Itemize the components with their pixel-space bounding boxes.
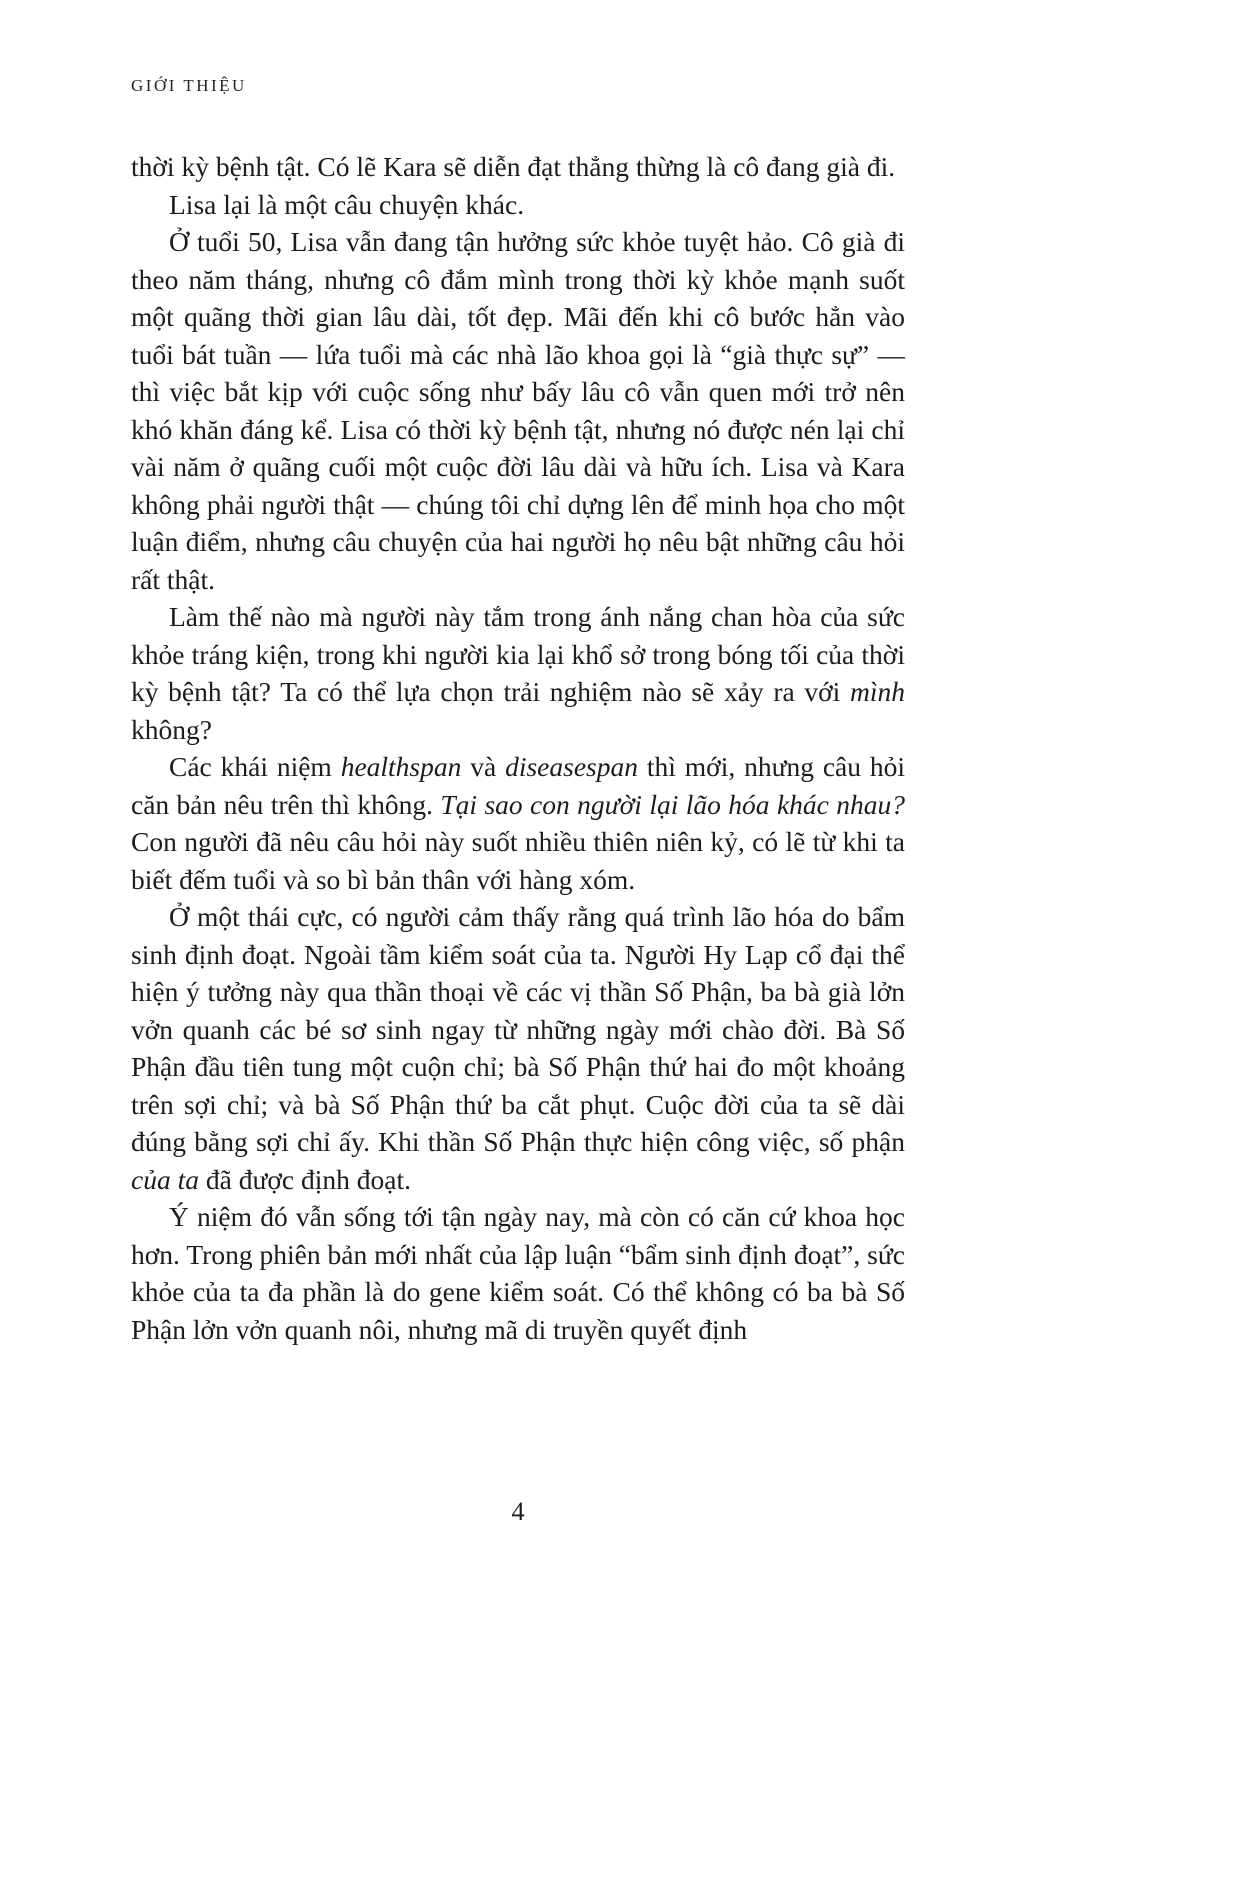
italic-run: diseasespan — [505, 751, 638, 782]
text-run: Lisa lại là một câu chuyện khác. — [169, 188, 525, 220]
italic-run: của ta — [131, 1163, 199, 1195]
paragraph — [131, 1198, 905, 1348]
text-run: Ở một thái cực, có người cảm thấy rằng quá trình lão hóa do bẩm sinh định đoạt. Ngoài tầm kiểm soát của ta. Người Hy Lạp cổ đại thể hiện ý tưởng này qua thần thoại về các vị thần Số Phận, ba bà già lởn vởn quanh các bé sơ sinh ngay từ những ngày mới chào đời. Bà Số Phận đầu tiên tung một cuộn chỉ; bà Số Phận thứ hai đo một khoảng trên sợi chỉ; và bà Số Phận thứ ba cắt phụt. Cuộc đời của ta sẽ dài đúng bằng sợi chỉ ấy. Khi thần Số Phận thực hiện công việc, số phận — [131, 901, 905, 1157]
running-head: GIỚI THIỆU — [131, 76, 247, 95]
text-run: thời kỳ bệnh tật. Có lẽ Kara sẽ diễn đạt thẳng thừng là cô đang già đi. — [131, 151, 896, 182]
text-run: thì mới, nhưng câu hỏi căn bản nêu trên thì không. — [131, 751, 905, 820]
text-run: Làm thế nào mà người này tắm trong ánh nắng chan hòa của sức khỏe tráng kiện, trong khi người kia lại khổ sở trong bóng tối của thời kỳ bệnh tật? Ta có thể lựa chọn trải nghiệm nào sẽ xảy ra với — [131, 601, 905, 707]
italic-run: mình — [850, 676, 905, 707]
paragraph — [131, 898, 905, 1198]
text-run: Ý niệm đó vẫn sống tới tận ngày nay, mà còn có căn cứ khoa học hơn. Trong phiên bản mới nhất của lập luận “bẩm sinh định đoạt”, sức khỏe của ta đa phần là do gene kiểm soát. Có thể không có ba bà Số Phận lởn vởn quanh nôi, nhưng mã di truyền quyết định — [131, 1201, 905, 1345]
paragraph — [131, 148, 905, 186]
text-run: và — [461, 751, 506, 782]
italic-run: Tại sao con người lại lão hóa khác nhau? — [440, 788, 906, 820]
text-run: Con người đã nêu câu hỏi này suốt nhiều thiên niên kỷ, có lẽ từ khi ta biết đếm tuổi và so bì bản thân với hàng xóm. — [131, 826, 905, 895]
paragraph — [131, 748, 905, 898]
italic-run: healthspan — [340, 751, 462, 782]
text-run: đã được định đoạt. — [198, 1163, 411, 1195]
page-number: 4 — [511, 1497, 525, 1526]
text-run: không? — [131, 713, 212, 745]
paragraph — [131, 223, 905, 598]
paragraph — [131, 186, 905, 224]
body-text — [131, 148, 905, 1348]
text-run: Các khái niệm — [169, 751, 341, 782]
text-run: Ở tuổi 50, Lisa vẫn đang tận hưởng sức khỏe tuyệt hảo. Cô già đi theo năm tháng, nhưng cô đắm mình trong thời kỳ khỏe mạnh suốt một quãng thời gian lâu dài, tốt đẹp. Mãi đến khi cô bước hẳn vào tuổi bát tuần — lứa tuổi mà các nhà lão khoa gọi là “già thực sự” — thì việc bắt kịp với cuộc sống như bấy lâu cô vẫn quen mới trở nên khó khăn đáng kể. Lisa có thời kỳ bệnh tật, nhưng nó được nén lại chỉ vài năm ở quãng cuối một cuộc đời lâu dài và hữu ích. Lisa và Kara không phải người thật — chúng tôi chỉ dựng lên để minh họa cho một luận điểm, nhưng câu chuyện của hai người họ nêu bật những câu hỏi rất thật. — [131, 226, 905, 595]
paragraph — [131, 598, 905, 748]
